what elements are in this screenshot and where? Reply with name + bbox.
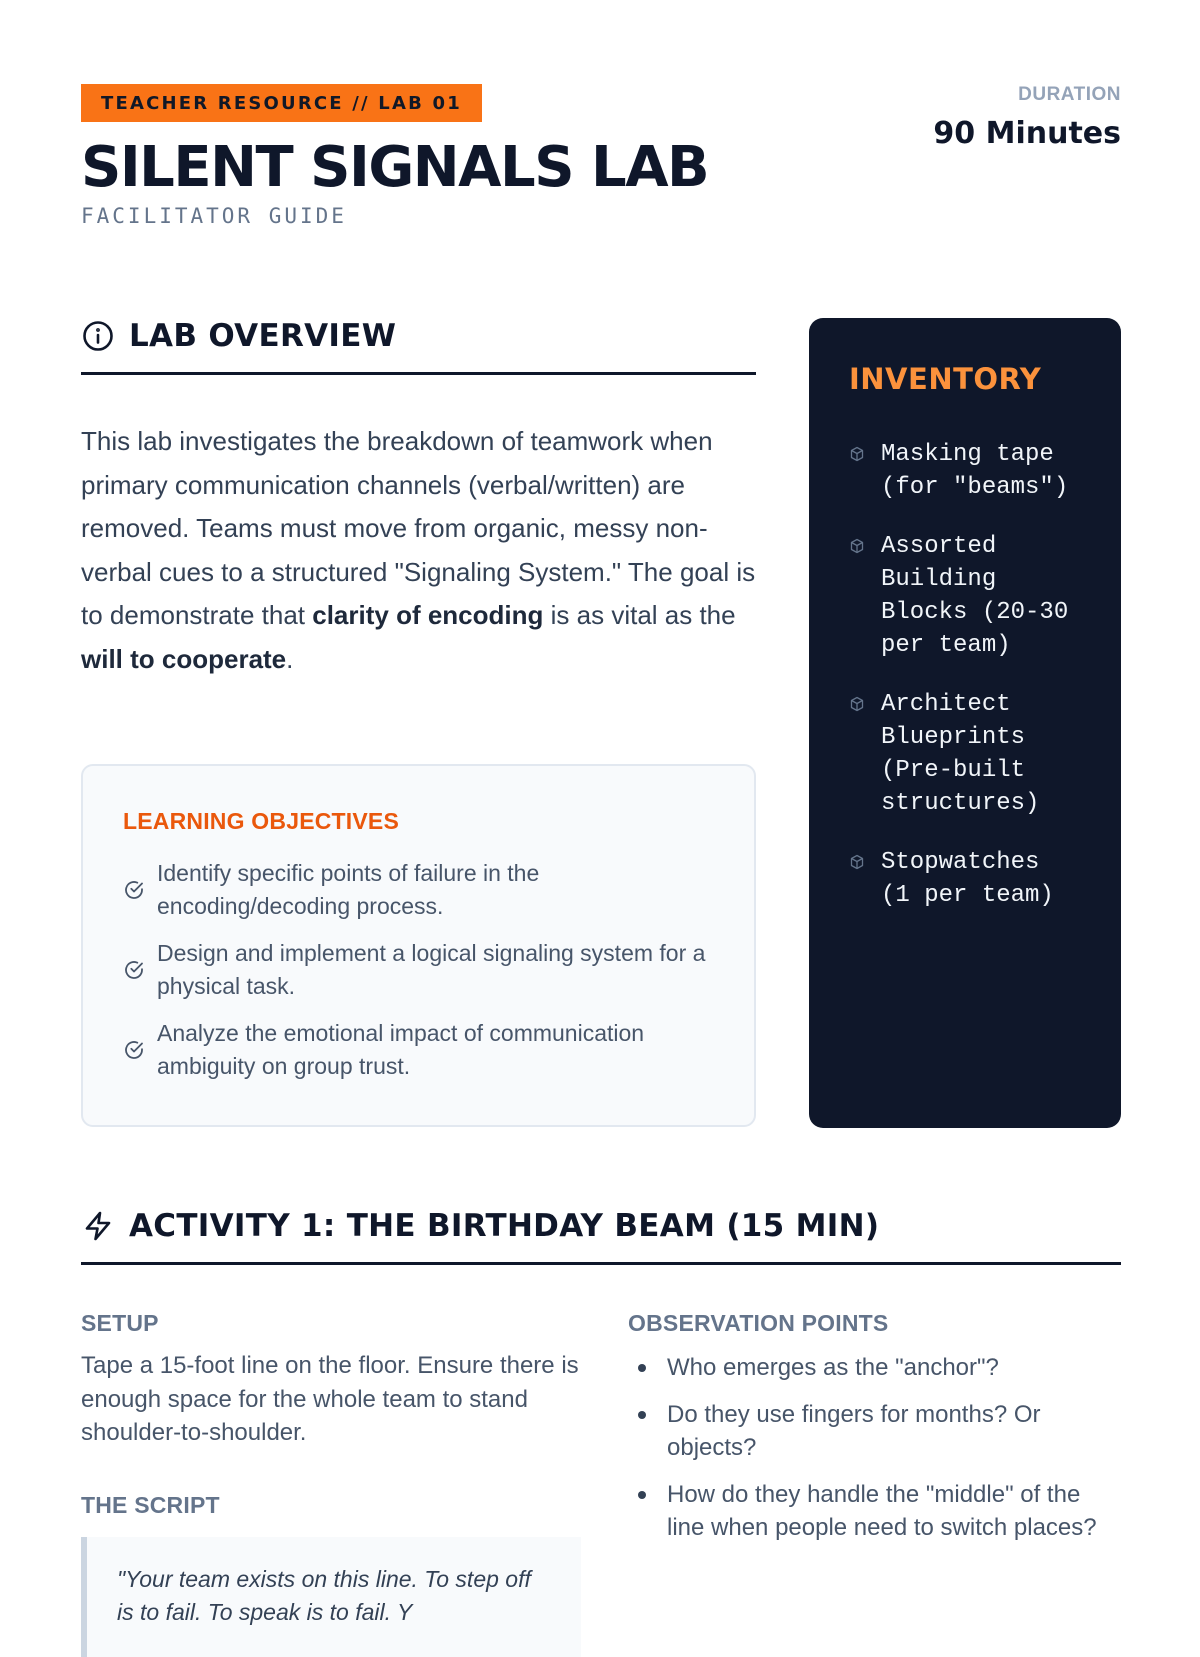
check-circle-icon	[123, 1039, 145, 1061]
box-icon	[849, 538, 865, 554]
observation-item	[628, 1351, 1121, 1385]
objective-item	[123, 857, 714, 923]
info-circle-icon	[81, 319, 115, 353]
page-subtitle: FACILITATOR GUIDE	[81, 204, 347, 228]
duration-value: 90 Minutes	[933, 116, 1121, 151]
inventory-title: INVENTORY	[849, 362, 1042, 396]
duration-label: DURATION	[1018, 84, 1121, 105]
overview-text-part: .	[286, 643, 294, 674]
objective-text: Design and implement a logical signaling system for a physical task.	[157, 940, 706, 999]
duration-block	[933, 84, 1121, 151]
learning-objectives-card	[81, 764, 756, 1127]
bullet-icon	[638, 1491, 646, 1499]
resource-tag: TEACHER RESOURCE // LAB 01	[81, 84, 482, 122]
inventory-text: Architect Blueprints (Pre-built structures)	[881, 691, 1040, 817]
inventory-text: Assorted Building Blocks (20-30 per team)	[881, 533, 1069, 659]
inventory-item	[849, 846, 1081, 912]
objective-item	[123, 937, 714, 1003]
page-header	[81, 84, 1121, 244]
observation-list	[628, 1351, 1121, 1545]
observation-text: Who emerges as the "anchor"?	[667, 1354, 999, 1381]
activity-1-title: ACTIVITY 1: THE BIRTHDAY BEAM (15 MIN)	[129, 1208, 880, 1244]
observation-heading: OBSERVATION POINTS	[628, 1310, 889, 1336]
objective-item	[123, 1017, 714, 1083]
inventory-text: Masking tape (for "beams")	[881, 441, 1069, 501]
observation-text: How do they handle the "middle" of the line when people need to switch places?	[667, 1480, 1097, 1541]
overview-paragraph	[81, 420, 761, 681]
objectives-list	[123, 857, 714, 1083]
overview-title: LAB OVERVIEW	[129, 318, 397, 354]
observation-item	[628, 1478, 1121, 1545]
overview-text-part: This lab investigates the breakdown of teamwork when primary communication channels (verbal/written) are removed. Teams must move from organic, messy non-verbal cues to a structured "Signaling System." The goal is to demonstrate that	[81, 426, 756, 630]
setup-heading: SETUP	[81, 1310, 159, 1336]
observation-item	[628, 1398, 1121, 1465]
inventory-item	[849, 688, 1081, 820]
setup-text: Tape a 15-foot line on the floor. Ensure there is enough space for the whole team to stand shoulder-to-shoulder.	[81, 1352, 579, 1446]
activity-1-left-column	[81, 1310, 581, 1657]
box-icon	[849, 696, 865, 712]
inventory-text: Stopwatches (1 per team)	[881, 849, 1054, 909]
box-icon	[849, 854, 865, 870]
bullet-icon	[638, 1364, 646, 1372]
page-title: SILENT SIGNALS LAB	[81, 135, 709, 200]
observation-text: Do they use fingers for months? Or objects?	[667, 1400, 1041, 1461]
inventory-item	[849, 438, 1081, 504]
objective-text: Identify specific points of failure in the encoding/decoding process.	[157, 860, 540, 919]
overview-text-part: is as vital as the	[543, 600, 736, 630]
script-quote: "Your team exists on this line. To step off is to fail. To speak is to fail. Y	[81, 1537, 581, 1657]
activity-1-right-column	[628, 1310, 1121, 1558]
lightning-icon	[81, 1209, 115, 1243]
script-heading: THE SCRIPT	[81, 1491, 220, 1518]
objective-text: Analyze the emotional impact of communication ambiguity on group trust.	[157, 1020, 645, 1079]
objectives-title: LEARNING OBJECTIVES	[123, 808, 400, 834]
box-icon	[849, 446, 865, 462]
overview-emphasis: will to cooperate	[81, 643, 287, 674]
overview-heading	[81, 318, 756, 375]
check-circle-icon	[123, 959, 145, 981]
activity-1-heading	[81, 1208, 1121, 1265]
check-circle-icon	[123, 879, 145, 901]
inventory-list	[849, 438, 1081, 912]
bullet-icon	[638, 1411, 646, 1419]
inventory-item	[849, 530, 1081, 662]
overview-emphasis: clarity of encoding	[312, 600, 544, 630]
inventory-panel	[809, 318, 1121, 1128]
